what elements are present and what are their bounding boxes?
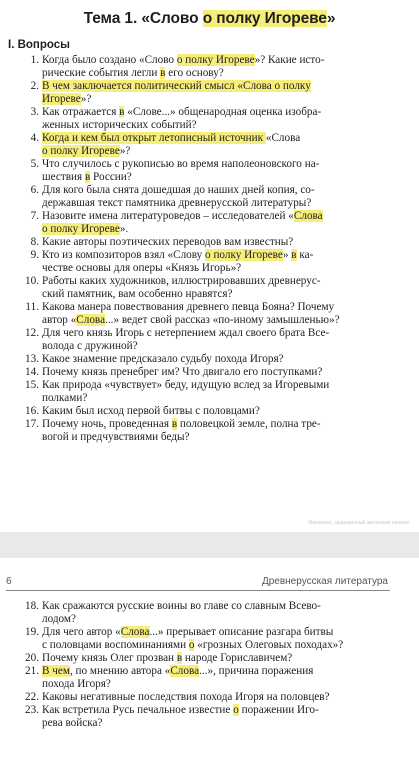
question-line — [22, 704, 394, 717]
question-line — [22, 405, 394, 418]
highlighted-text: Слова — [120, 626, 150, 638]
question-number: 21. — [25, 665, 39, 677]
question-line — [22, 613, 394, 626]
question-line — [22, 353, 394, 366]
question-list-page2 — [22, 600, 394, 730]
highlighted-text: о полку Игореве — [42, 223, 120, 235]
page-gap — [0, 532, 419, 558]
question-line — [22, 652, 394, 665]
highlighted-text: Слова — [170, 665, 200, 677]
question-text: Кто из композиторов взял «Слову — [42, 249, 206, 261]
question-text: половецкой земле, полна тре- — [177, 418, 321, 430]
question-text: вогой и предчувствиями беды? — [42, 431, 190, 443]
question-text: ». — [119, 223, 129, 235]
question-text: женных исторических событий? — [42, 119, 197, 131]
question-text: Назовите имена литературоведов – исследователей « — [42, 210, 294, 222]
question-text: Почему князь пренебрег им? Что двигало его поступками? — [42, 366, 323, 378]
question-text: автор « — [42, 314, 77, 326]
question-text: Для чего автор « — [42, 626, 121, 638]
question-text: » — [282, 249, 292, 261]
question-line — [22, 184, 394, 197]
question-number: 11. — [25, 301, 39, 313]
question-text: Какова манера повествования древнего певца Бояна? Почему — [42, 301, 335, 313]
question-text: Как сражаются русские воины во главе со славным Всево- — [42, 600, 321, 612]
highlighted-text: в — [176, 652, 183, 664]
question-text: ...», причина поражения — [199, 665, 314, 677]
question-number: 12. — [25, 327, 39, 339]
question-line — [22, 379, 394, 392]
question-text: «Слова — [265, 132, 301, 144]
question-text: ...» ведет свой рассказ «по-иному замышленью»? — [105, 314, 340, 326]
question-text: ...» прерывает описание разгара битвы — [149, 626, 334, 638]
question-text: Какое знамение предсказало судьбу похода Игоря? — [42, 353, 284, 365]
question-number: 20. — [25, 652, 39, 664]
question-text: Работы каких художников, иллюстрировавших древнерус- — [42, 275, 321, 287]
page-title — [0, 10, 419, 28]
question-text: лодом? — [42, 613, 76, 625]
question-text: державшая текст памятника древнерусской литературы? — [42, 197, 312, 209]
question-text: Каковы негативные последствия похода Игоря на половцев? — [42, 691, 330, 703]
question-text: Что случилось с рукописью во время наполеоновского на- — [42, 158, 320, 170]
question-line — [22, 678, 394, 691]
question-line — [22, 171, 394, 184]
title-text: Тема 1. «Слово — [83, 10, 203, 27]
highlighted-text: о полку Игореве — [205, 249, 283, 261]
question-line — [22, 639, 394, 652]
title-text-end: » — [326, 10, 336, 27]
watermark: Материал, защищенный авторским правом — [308, 520, 409, 526]
question-text: Почему ночь, проведенная — [42, 418, 172, 430]
question-line — [22, 67, 394, 80]
highlighted-text: Слова — [76, 314, 106, 326]
question-line — [22, 158, 394, 171]
question-text: »? — [119, 145, 131, 157]
question-number: 2. — [30, 80, 39, 92]
question-line — [22, 665, 394, 678]
question-line — [22, 691, 394, 704]
question-text: «грозных Олеговых походах»? — [194, 639, 344, 651]
question-text: »? Какие исто- — [254, 54, 325, 66]
question-text: шествия — [42, 171, 85, 183]
question-line — [22, 210, 394, 223]
question-text: с половцами воспоминаниями — [42, 639, 189, 651]
question-number: 1. — [30, 54, 39, 66]
question-list-page1 — [22, 54, 394, 444]
question-line — [22, 392, 394, 405]
question-number: 15. — [25, 379, 39, 391]
title-highlight: о полку Игореве — [202, 10, 327, 27]
question-text: волода с дружиной? — [42, 340, 138, 352]
question-text: , по мнению автора « — [69, 665, 171, 677]
question-text: Как встретила Русь печальное известие — [42, 704, 234, 716]
question-text: России? — [90, 171, 132, 183]
question-number: 4. — [30, 132, 39, 144]
question-line — [22, 236, 394, 249]
question-number: 16. — [25, 405, 39, 417]
question-number: 14. — [25, 366, 39, 378]
header-rule — [6, 590, 390, 591]
question-number: 9. — [30, 249, 39, 261]
question-line — [22, 418, 394, 431]
question-number: 13. — [25, 353, 39, 365]
question-line — [22, 106, 394, 119]
question-text: поражении Иго- — [238, 704, 319, 716]
question-text: ский памятник, вам особенно нравятся? — [42, 288, 233, 300]
highlighted-text: в — [160, 67, 166, 79]
highlighted-text: В чем заключается политический смысл «Слова о полку — [42, 80, 311, 92]
question-line — [22, 600, 394, 613]
question-number: 10. — [25, 275, 39, 287]
highlighted-text: В чем — [42, 665, 70, 677]
question-text: Почему князь Олег прозван — [42, 652, 177, 664]
question-text: полками? — [42, 392, 88, 404]
question-number: 19. — [25, 626, 39, 638]
question-text: рические события легли — [42, 67, 161, 79]
question-line — [22, 340, 394, 353]
highlighted-text: в — [119, 106, 125, 118]
highlighted-text: Игореве — [42, 93, 81, 105]
highlighted-text: Слова — [293, 210, 323, 222]
question-number: 6. — [30, 184, 39, 196]
highlighted-text: о полку Игореве — [42, 145, 120, 157]
question-line — [22, 262, 394, 275]
question-number: 17. — [25, 418, 39, 430]
question-text: Какие авторы поэтических переводов вам известны? — [42, 236, 294, 248]
question-line — [22, 93, 394, 106]
highlighted-text: Когда и кем был открыт летописный источник — [42, 132, 266, 144]
question-text: честве основы для оперы «Князь Игорь»? — [42, 262, 242, 274]
question-text: Как природа «чувствует» беду, идущую вслед за Игоревыми — [42, 379, 330, 391]
question-text: Когда было создано «Слово — [42, 54, 177, 66]
question-text: рева войска? — [42, 717, 103, 729]
question-line — [22, 431, 394, 444]
question-text: Каким был исход первой битвы с половцами? — [42, 405, 260, 417]
question-number: 5. — [30, 158, 39, 170]
question-number: 23. — [25, 704, 39, 716]
question-line — [22, 197, 394, 210]
question-text: его основу? — [165, 67, 224, 79]
question-text: народе Гориславичем? — [182, 652, 293, 664]
question-line — [22, 366, 394, 379]
question-line — [22, 119, 394, 132]
question-text: Для кого была снята дошедшая до наших дней копия, со- — [42, 184, 315, 196]
section-heading: I. Вопросы — [8, 39, 70, 51]
highlighted-text: о полку Игореве — [176, 54, 255, 66]
highlighted-text: в — [84, 171, 91, 183]
highlighted-text: в — [171, 418, 178, 430]
highlighted-text: о — [233, 704, 239, 716]
question-line — [22, 314, 394, 327]
question-number: 8. — [30, 236, 39, 248]
question-line — [22, 249, 394, 262]
running-title: Древнерусская литература — [261, 576, 388, 587]
question-text: «Слове...» общенародная оценка изобра- — [124, 106, 322, 118]
question-line — [22, 717, 394, 730]
question-text: похода Игоря? — [42, 678, 111, 690]
page-number: 6 — [6, 576, 12, 587]
question-number: 18. — [25, 600, 39, 612]
question-number: 3. — [30, 106, 39, 118]
highlighted-text: в — [291, 249, 297, 261]
question-text: Как отражается — [42, 106, 120, 118]
highlighted-text: о — [188, 639, 195, 651]
question-number: 7. — [30, 210, 39, 222]
question-line — [22, 132, 394, 145]
question-line — [22, 626, 394, 639]
question-line — [22, 301, 394, 314]
question-line — [22, 223, 394, 236]
question-line — [22, 275, 394, 288]
question-number: 22. — [25, 691, 39, 703]
question-text: ка- — [296, 249, 314, 261]
question-text: »? — [80, 93, 92, 105]
question-line — [22, 145, 394, 158]
question-line — [22, 80, 394, 93]
question-line — [22, 54, 394, 67]
question-line — [22, 288, 394, 301]
question-text: Для чего князь Игорь с нетерпением ждал своего брата Все- — [42, 327, 330, 339]
question-line — [22, 327, 394, 340]
